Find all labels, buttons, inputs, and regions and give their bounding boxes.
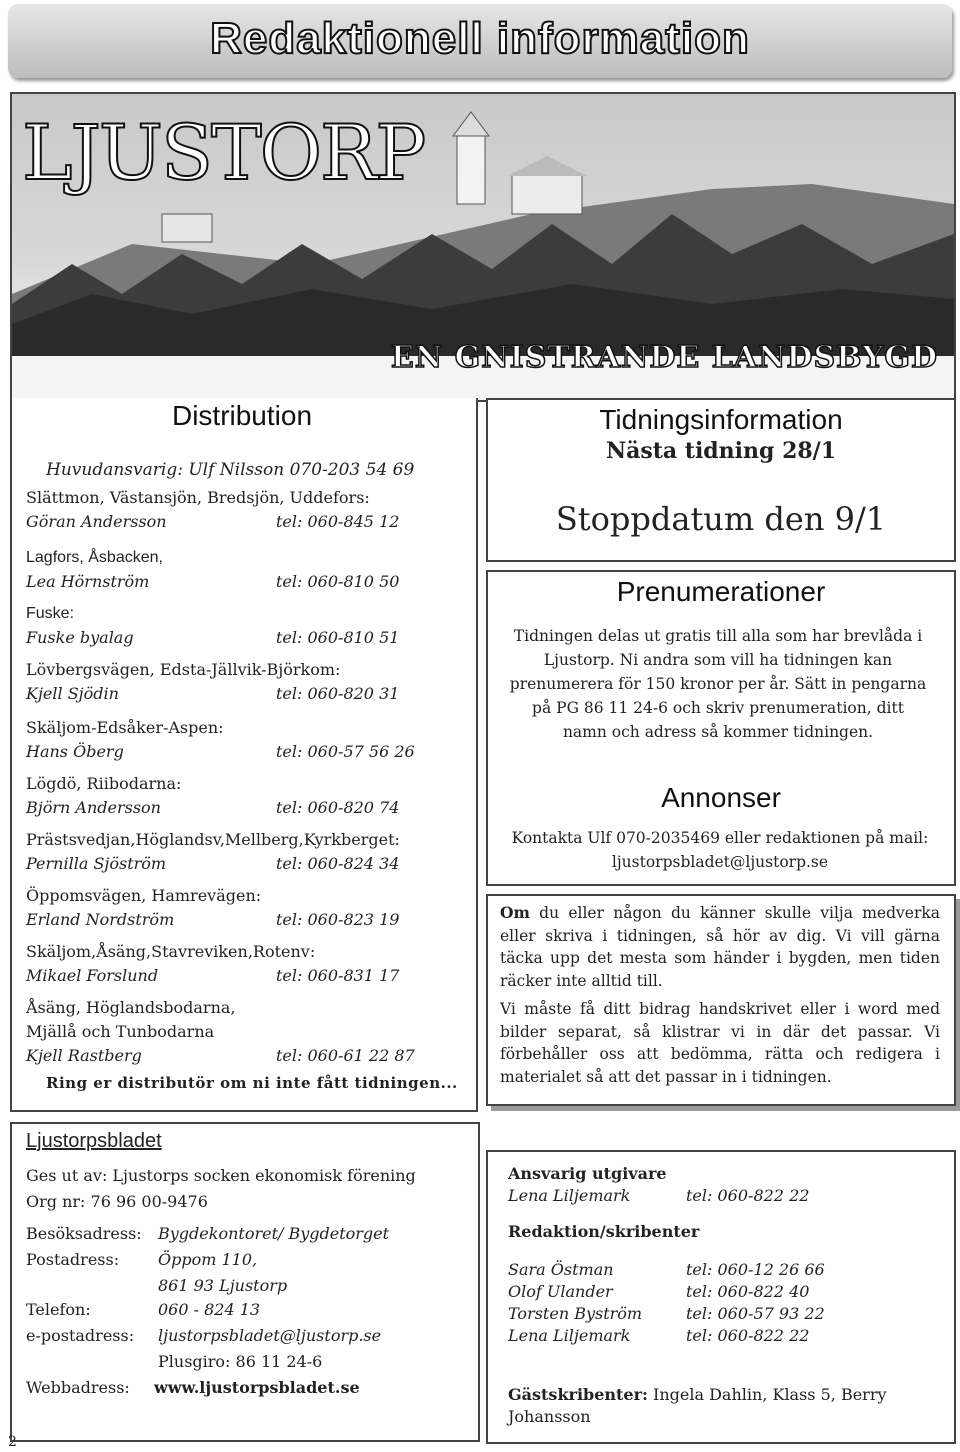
photo-title: LJUSTORP [22,108,425,197]
entry-tel: tel: 060-57 56 26 [276,742,415,761]
publisher-title: Ansvarig utgivare [508,1164,667,1183]
entry-name: Göran Andersson [26,512,167,531]
phone-label: Telefon: [26,1300,91,1319]
entry-tel: tel: 060-845 12 [276,512,400,531]
email-label: e-postadress: [26,1326,135,1345]
entry-area: Lövbergsvägen, Edsta-Jällvik-Björkom: [26,660,341,679]
distribution-entry [26,884,399,932]
entry-area: Mjällå och Tunbodarna [26,1022,215,1041]
visit-address: Bygdekontoret/ Bygdetorget [158,1224,390,1243]
plusgiro: Plusgiro: 86 11 24-6 [158,1352,323,1371]
staff-tel: tel: 060-822 22 [686,1326,810,1345]
staff-name: Sara Östman [508,1260,614,1279]
distribution-entry [26,716,415,764]
entry-area: Slättmon, Västansjön, Bredsjön, Uddefors: [26,488,370,507]
publisher-tel: tel: 060-822 22 [686,1186,810,1205]
entry-tel: tel: 060-820 74 [276,798,400,817]
distribution-entry [26,486,399,534]
annonser-title: Annonser [661,782,781,813]
guest-names: Ingela Dahlin, Klass 5, Berry Johansson [508,1385,887,1426]
entry-area: Lagfors, Åsbacken, [26,549,163,566]
distribution-entry [26,658,399,706]
tidning-stop: Stoppdatum den 9/1 [555,500,887,538]
post-address: Öppom 110, [158,1250,258,1269]
prenumeration-text: Tidningen delas ut gratis till alla som har brevlåda i Ljustorp. Ni andra som vill ha tidningen kan prenumerera för 150 kronor per år. Sätt in pengarna på PG 86 11 24-6 och skriv prenumeration, ditt namn och adress så kommer tidningen. [509,627,927,741]
distribution-entry [26,602,399,650]
photo-tagline: EN GNISTRANDE LANDSBYGD [390,340,938,375]
post-city: 861 93 Ljustorp [158,1276,288,1295]
distribution-entry [26,772,399,820]
entry-tel: tel: 060-61 22 87 [276,1046,415,1065]
staff-tel: tel: 060-57 93 22 [686,1304,825,1323]
entry-area: Öppomsvägen, Hamrevägen: [26,886,262,905]
entry-area: Åsäng, Höglandsbodarna, [26,998,236,1017]
entry-area: Prästsvedjan,Höglandsv,Mellberg,Kyrkberget: [26,830,400,849]
tidning-title: Tidningsinformation [599,404,843,435]
entry-name: Lea Hörnström [26,572,150,591]
prenumeration-title: Prenumerationer [616,576,826,607]
entry-tel: tel: 060-810 51 [276,628,400,647]
entry-area: Fuske: [26,605,75,622]
distribution-entry [26,546,399,594]
entry-name: Mikael Forslund [26,966,159,985]
web-label: Webbadress: [26,1378,130,1397]
distribution-entry [26,996,415,1068]
entry-name: Erland Nordström [26,910,175,929]
entry-tel: tel: 060-820 31 [276,684,400,703]
distribution-title: Distribution [171,400,313,431]
entry-tel: tel: 060-810 50 [276,572,400,591]
entry-area: Lögdö, Riibodarna: [26,774,182,793]
entry-area: Skäljom,Åsäng,Stavreviken,Rotenv: [26,942,316,961]
distribution-note: Ring er distributör om ni inte fått tidningen... [46,1074,458,1092]
staff-name: Olof Ulander [508,1282,613,1301]
guest-writers [508,1384,928,1428]
entry-name: Björn Andersson [26,798,161,817]
org-number: Org nr: 76 96 00-9476 [26,1192,208,1211]
contribute-p2: Vi måste få ditt bidrag handskrivet eller i word med bilder separat, så klistrar vi in där det passar. Vi förbehåller oss att bedömma, rätta och redigera i materialet så att det passar in i tidningen. [500,1000,940,1086]
entry-name: Fuske byalag [26,628,134,647]
entry-tel: tel: 060-824 34 [276,854,400,873]
guest-label: Gästskribenter: [508,1385,648,1404]
visit-label: Besöksadress: [26,1224,142,1243]
page-number: 2 [8,1434,17,1450]
distribution-entry [26,940,399,988]
distribution-head: Huvudansvarig: Ulf Nilsson 070-203 54 69 [46,460,415,480]
publisher-line: Ges ut av: Ljustorps socken ekonomisk förening [26,1166,416,1185]
entry-name: Kjell Rastberg [26,1046,142,1065]
web-link[interactable]: www.ljustorpsbladet.se [154,1378,360,1397]
entry-tel: tel: 060-831 17 [276,966,400,985]
header-title: Redaktionell information [210,14,750,63]
staff-name: Lena Liljemark [508,1326,631,1345]
contribute-p1: du eller någon du känner skulle vilja medverka eller skriva i tidningen, så hör av dig. Vi vill gärna täcka upp det mesta som händer i bygden, men tiden räcker inte alltid till. [500,904,940,990]
editorial-title: Redaktion/skribenter [508,1222,700,1241]
staff-tel: tel: 060-12 26 66 [686,1260,825,1279]
distribution-entry [26,828,400,876]
entry-name: Kjell Sjödin [26,684,119,703]
post-label: Postadress: [26,1250,120,1269]
ljustorpsbladet-title: Ljustorpsbladet [26,1130,162,1152]
tidning-next: Nästa tidning 28/1 [605,438,837,464]
staff-tel: tel: 060-822 40 [686,1282,810,1301]
phone-number: 060 - 824 13 [158,1300,261,1319]
publisher-name: Lena Liljemark [508,1186,631,1205]
email-link[interactable]: ljustorpsbladet@ljustorp.se [158,1326,382,1345]
entry-name: Pernilla Sjöström [26,854,167,873]
contribute-lead: Om [500,903,530,922]
entry-name: Hans Öberg [26,742,124,761]
staff-name: Torsten Byström [508,1304,643,1323]
entry-area: Skäljom-Edsåker-Aspen: [26,718,224,737]
entry-tel: tel: 060-823 19 [276,910,400,929]
annonser-text: Kontakta Ulf 070-2035469 eller redaktionen på mail: ljustorpsbladet@ljustorp.se [511,829,929,871]
contribute-text [500,902,940,1094]
